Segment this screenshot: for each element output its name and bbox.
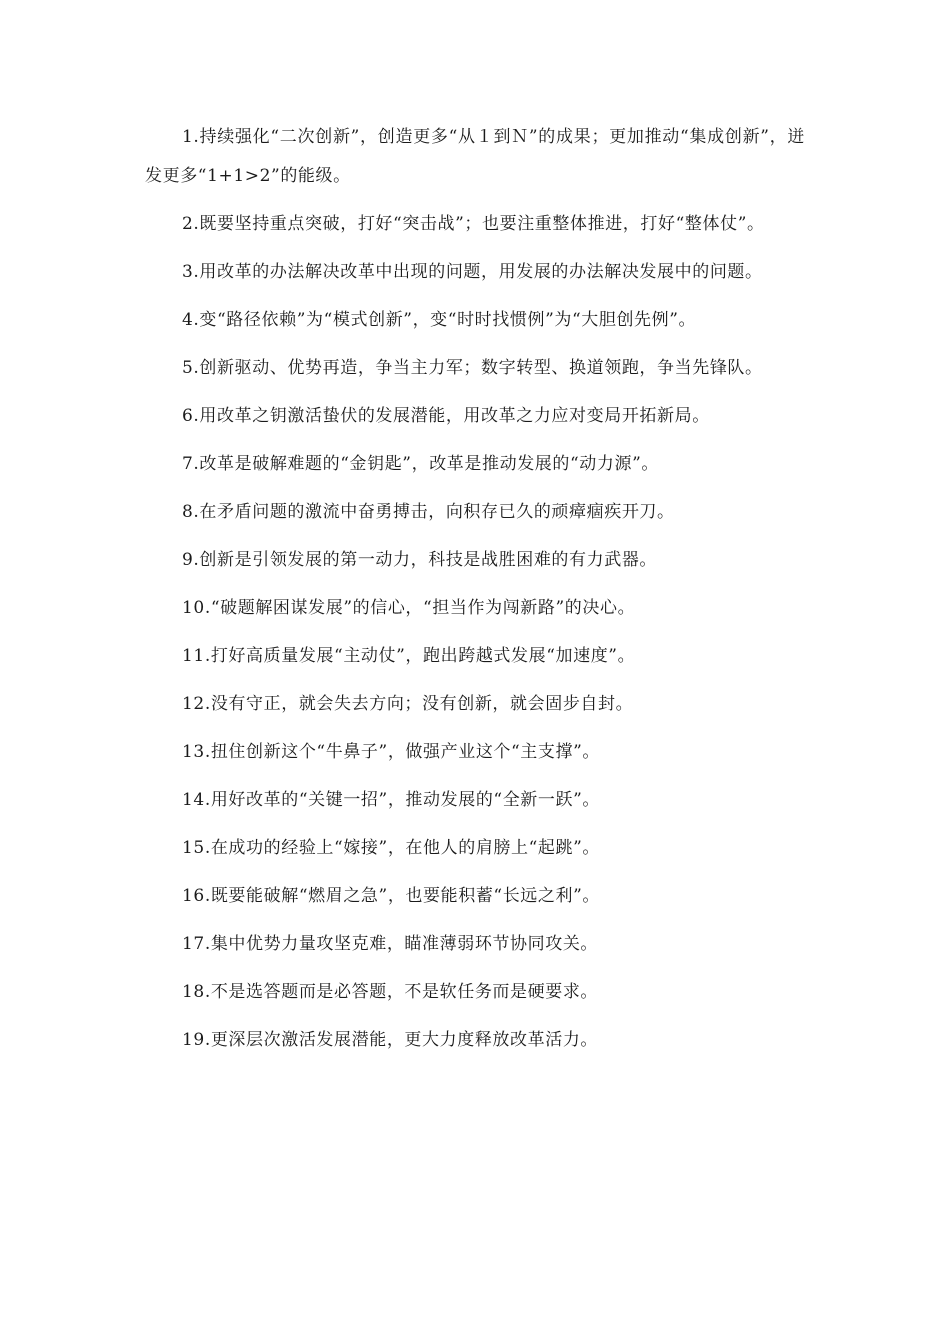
paragraph-17: 17.集中优势力量攻坚克难，瞄准薄弱环节协同攻关。 <box>182 934 599 954</box>
paragraph-16: 16.既要能破解“燃眉之急”，也要能积蓄“长远之利”。 <box>182 886 600 906</box>
paragraph-18: 18.不是选答题而是必答题，不是软任务而是硬要求。 <box>182 982 599 1002</box>
paragraph-14: 14.用好改革的“关键一招”，推动发展的“全新一跃”。 <box>182 790 600 810</box>
paragraph-3: 3.用改革的办法解决改革中出现的问题，用发展的办法解决发展中的问题。 <box>182 262 763 282</box>
document-body <box>145 118 805 1069</box>
paragraph-1: 1.持续强化“二次创新”，创造更多“从１到Ｎ”的成果；更加推动“集成创新”，迸发更多“1+1>2”的能级。 <box>145 127 805 186</box>
paragraph-4: 4.变“路径依赖”为“模式创新”，变“时时找惯例”为“大胆创先例”。 <box>182 310 697 330</box>
paragraph-19: 19.更深层次激活发展潜能，更大力度释放改革活力。 <box>182 1030 599 1050</box>
paragraph-11: 11.打好高质量发展“主动仗”，跑出跨越式发展“加速度”。 <box>182 646 636 666</box>
paragraph-7: 7.改革是破解难题的“金钥匙”，改革是推动发展的“动力源”。 <box>182 454 659 474</box>
paragraph-2: 2.既要坚持重点突破，打好“突击战”；也要注重整体推进，打好“整体仗”。 <box>182 214 765 234</box>
paragraph-8: 8.在矛盾问题的激流中奋勇搏击，向积存已久的顽瘴痼疾开刀。 <box>182 502 675 522</box>
paragraph-6: 6.用改革之钥激活蛰伏的发展潜能，用改革之力应对变局开拓新局。 <box>182 406 710 426</box>
paragraph-15: 15.在成功的经验上“嫁接”，在他人的肩膀上“起跳”。 <box>182 838 600 858</box>
paragraph-9: 9.创新是引领发展的第一动力，科技是战胜困难的有力武器。 <box>182 550 658 570</box>
paragraph-12: 12.没有守正，就会失去方向；没有创新，就会固步自封。 <box>182 694 634 714</box>
paragraph-13: 13.扭住创新这个“牛鼻子”，做强产业这个“主支撑”。 <box>182 742 600 762</box>
paragraph-5: 5.创新驱动、优势再造，争当主力军；数字转型、换道领跑，争当先锋队。 <box>182 358 763 378</box>
paragraph-10: 10.“破题解困谋发展”的信心，“担当作为闯新路”的决心。 <box>182 598 636 618</box>
